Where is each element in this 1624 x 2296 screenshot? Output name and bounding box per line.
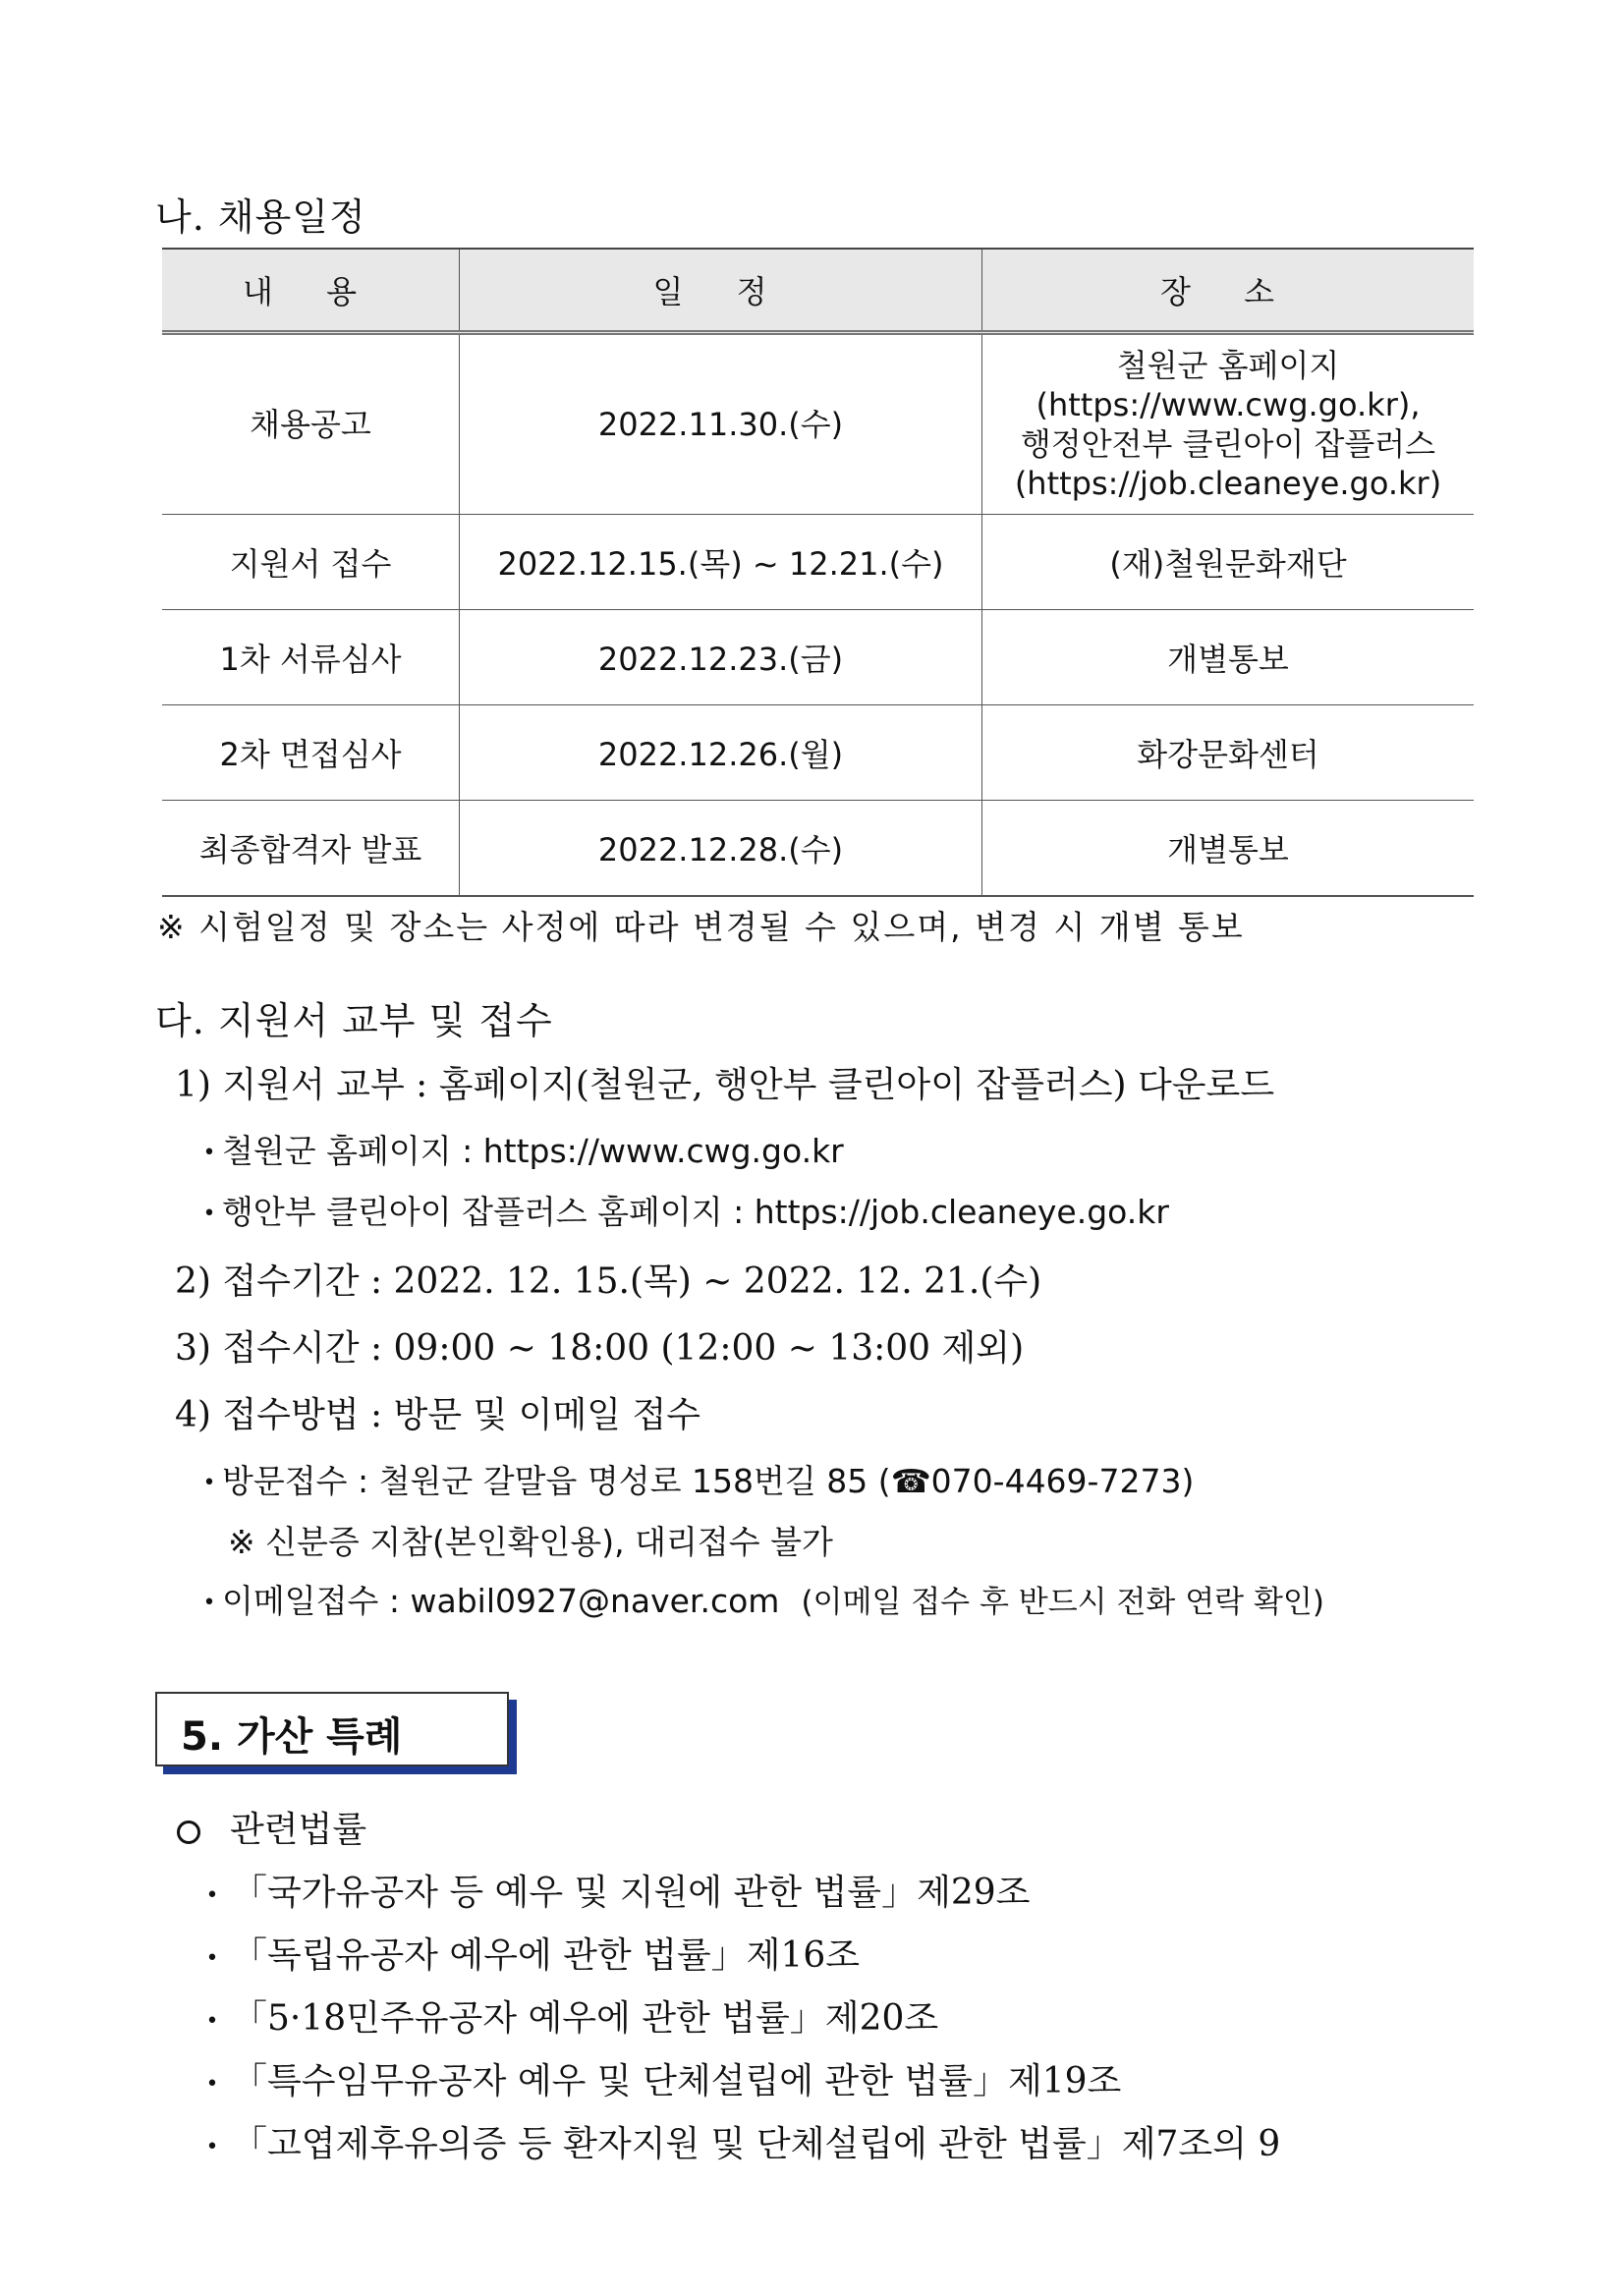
row-item: 최종합격자 발표 bbox=[162, 801, 460, 897]
law-text: 「5·18민주유공자 예우에 관한 법률」제20조 bbox=[232, 1998, 939, 2039]
bullet-dot-icon: • bbox=[202, 1141, 216, 1165]
table-row bbox=[162, 610, 1474, 705]
email-text: 이메일접수 : wabil0927@naver.com bbox=[222, 1582, 780, 1620]
law-text: 「특수임무유공자 예우 및 단체설립에 관한 법률」제19조 bbox=[232, 2061, 1122, 2101]
table-row bbox=[162, 801, 1474, 897]
row-place: 화강문화센터 bbox=[982, 705, 1475, 801]
row-date: 2022.12.26.(월) bbox=[460, 705, 982, 801]
table-row bbox=[162, 515, 1474, 610]
row-item: 채용공고 bbox=[162, 333, 460, 515]
bullet-item bbox=[196, 1576, 1324, 1622]
header-date: 일 정 bbox=[460, 249, 982, 333]
item-2: 2) 접수기간 : 2022. 12. 15.(목) ~ 2022. 12. 21.(수) bbox=[175, 1261, 1042, 1302]
bullet-dot-icon: • bbox=[205, 1945, 219, 1971]
section-title-schedule: 나. 채용일정 bbox=[155, 196, 366, 239]
row-date: 2022.12.15.(목) ~ 12.21.(수) bbox=[460, 515, 982, 610]
law-item bbox=[193, 1865, 1030, 1915]
section-title-application: 다. 지원서 교부 및 접수 bbox=[155, 999, 553, 1042]
bullet-text: 철원군 홈페이지 : https://www.cwg.go.kr bbox=[222, 1132, 844, 1170]
bullet-item bbox=[196, 1126, 844, 1172]
law-item bbox=[193, 2053, 1121, 2103]
item-1: 1) 지원서 교부 : 홈페이지(철원군, 행안부 클린아이 잡플러스) 다운로드 bbox=[175, 1065, 1275, 1105]
email-note: (이메일 접수 후 반드시 전화 연락 확인) bbox=[801, 1585, 1324, 1620]
bullet-dot-icon: • bbox=[205, 2008, 219, 2034]
header-place: 장 소 bbox=[982, 249, 1475, 333]
row-item: 지원서 접수 bbox=[162, 515, 460, 610]
row-place: 개별통보 bbox=[982, 610, 1475, 705]
bullet-item bbox=[196, 1456, 1194, 1502]
row-place bbox=[982, 333, 1475, 515]
item-4: 4) 접수방법 : 방문 및 이메일 접수 bbox=[175, 1395, 701, 1435]
law-text: 「국가유공자 등 예우 및 지원에 관한 법률」제29조 bbox=[232, 1873, 1031, 1913]
bullet-dot-icon: • bbox=[205, 2071, 219, 2097]
schedule-note: ※ 시험일정 및 장소는 사정에 따라 변경될 수 있으며, 변경 시 개별 통보 bbox=[157, 908, 1245, 946]
law-item bbox=[193, 2116, 1280, 2166]
table-row bbox=[162, 333, 1474, 515]
laws-heading-text: 관련법률 bbox=[230, 1810, 367, 1850]
row-place: 개별통보 bbox=[982, 801, 1475, 897]
circle-icon bbox=[177, 1820, 200, 1844]
bullet-item bbox=[196, 1187, 1169, 1233]
header-content: 내 용 bbox=[162, 249, 460, 333]
place-line: (https://www.cwg.go.kr), bbox=[1036, 386, 1421, 423]
law-item bbox=[193, 1928, 860, 1978]
bullet-text: 행안부 클린아이 잡플러스 홈페이지 : https://job.cleaneye.go.kr bbox=[222, 1193, 1169, 1231]
bullet-dot-icon: • bbox=[205, 2134, 219, 2159]
schedule-table bbox=[162, 248, 1474, 897]
law-text: 「고엽제후유의증 등 환자지원 및 단체설립에 관한 법률」제7조의 9 bbox=[232, 2124, 1281, 2164]
section-5-title: 5. 가산 특례 bbox=[181, 1714, 403, 1760]
row-item: 1차 서류심사 bbox=[162, 610, 460, 705]
section-5-header bbox=[155, 1692, 509, 1766]
bullet-dot-icon: • bbox=[202, 1591, 216, 1615]
row-place: (재)철원문화재단 bbox=[982, 515, 1475, 610]
table-header-row bbox=[162, 249, 1474, 333]
item-3: 3) 접수시간 : 09:00 ~ 18:00 (12:00 ~ 13:00 제외) bbox=[175, 1328, 1025, 1369]
place-line: 행정안전부 클린아이 잡플러스 bbox=[1020, 425, 1436, 463]
laws-heading bbox=[177, 1802, 366, 1852]
bullet-dot-icon: • bbox=[205, 1882, 219, 1908]
bullet-dot-icon: • bbox=[202, 1202, 216, 1226]
row-item: 2차 면접심사 bbox=[162, 705, 460, 801]
row-date: 2022.12.28.(수) bbox=[460, 801, 982, 897]
visit-note: ※ 신분증 지참(본인확인용), 대리접수 불가 bbox=[228, 1523, 833, 1561]
law-text: 「독립유공자 예우에 관한 법률」제16조 bbox=[232, 1935, 861, 1976]
place-line: (https://job.cleaneye.go.kr) bbox=[1014, 465, 1442, 502]
bullet-dot-icon: • bbox=[202, 1471, 216, 1495]
law-item bbox=[193, 1990, 938, 2041]
table-row bbox=[162, 705, 1474, 801]
row-date: 2022.12.23.(금) bbox=[460, 610, 982, 705]
place-line: 철원군 홈페이지 bbox=[1116, 347, 1340, 384]
row-date: 2022.11.30.(수) bbox=[460, 333, 982, 515]
visit-text: 방문접수 : 철원군 갈말읍 명성로 158번길 85 (☎070-4469-7273) bbox=[222, 1462, 1195, 1500]
